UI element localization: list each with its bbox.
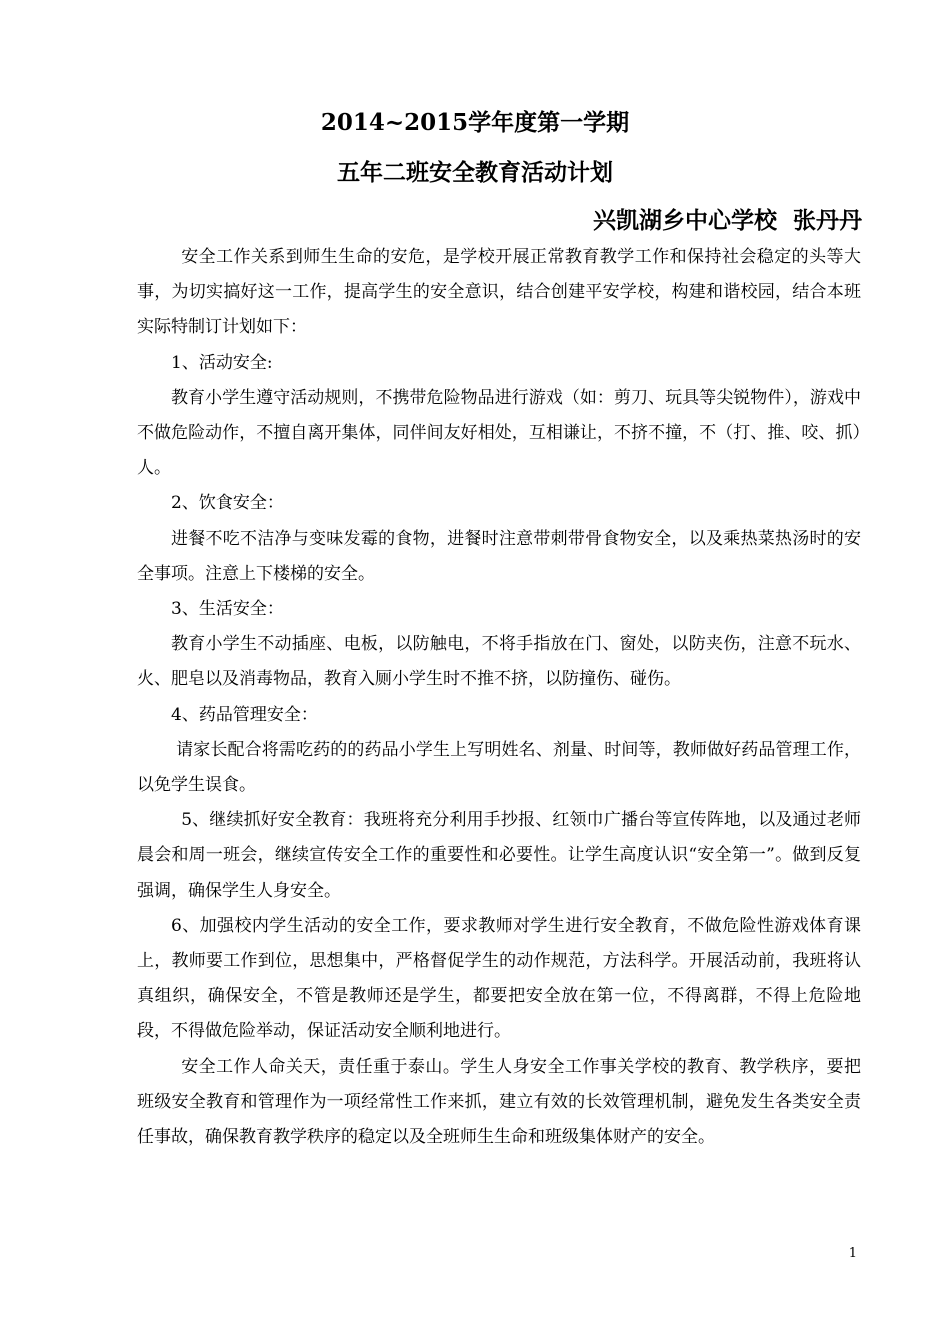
section-heading-activity-safety: 1、活动安全: <box>171 352 273 373</box>
intro-paragraph: 安全工作关系到师生生命的安危，是学校开展正常教育教学工作和保持社会稳定的头等大事，为切实搞好这一工作，提高学生的安全意识，结合创建平安学校，构建和谐校园，结合本班实际特制订计划如下： <box>137 247 861 338</box>
title-plan-name: 五年二班安全教育活动计划 <box>337 159 613 186</box>
paragraph-food-safety: 进餐不吃不洁净与变味发霉的食物，进餐时注意带刺带骨食物安全，以及乘热菜热汤时的安全事项。注意上下楼梯的安全。 <box>137 528 861 584</box>
paragraph-medicine-safety: 请家长配合将需吃药的的药品小学生上写明姓名、剂量、时间等，教师做好药品管理工作，以免学生误食。 <box>137 739 861 796</box>
paragraph-activity-safety: 教育小学生遵守活动规则，不携带危险物品进行游戏（如：剪刀、玩具等尖锐物件），游戏中不做危险动作，不擅自离开集体，同伴间友好相处，互相谦让，不挤不撞，不（打、推、咬、抓）人。 <box>137 387 861 479</box>
author-line: 兴凯湖乡中心学校 张丹丹 <box>592 207 862 234</box>
section-heading-life-safety: 3、生活安全： <box>171 599 284 620</box>
paragraph-safety-education: 5、继续抓好安全教育：我班将充分利用手抄报、红领巾广播台等宣传阵地，以及通过老师晨会和周一班会，继续宣传安全工作的重要性和必要性。让学生高度认识“安全第一”。做到反复强调，确保学生人身安全。 <box>137 810 861 901</box>
title-school-year: 2014~2015学年度第一学期 <box>320 109 630 136</box>
section-heading-food-safety: 2、饮食安全： <box>171 493 284 514</box>
paragraph-campus-activity: 6、加强校内学生活动的安全工作，要求教师对学生进行安全教育，不做危险性游戏体育课上，教师要工作到位，思想集中，严格督促学生的动作规范，方法科学。开展活动前，我班将认真组织，确保安全，不管是教师还是学生，都要把安全放在第一位，不得离群，不得上危险地段，不得做危险举动，保证活动安全顺利地进行。 <box>137 915 861 1042</box>
section-heading-medicine-safety: 4、药品管理安全： <box>171 704 318 725</box>
paragraph-life-safety: 教育小学生不动插座、电板，以防触电，不将手指放在门、窗处，以防夹伤，注意不玩水、火、肥皂以及消毒物品，教育入厕小学生时不推不挤，以防撞伤、碰伤。 <box>137 634 861 690</box>
closing-paragraph: 安全工作人命关天，责任重于泰山。学生人身安全工作事关学校的教育、教学秩序，要把班级安全教育和管理作为一项经常性工作来抓，建立有效的长效管理机制，避免发生各类安全责任事故，确保教育教学秩序的稳定以及全班师生生命和班级集体财产的安全。 <box>137 1056 861 1148</box>
document-body <box>137 240 861 1155</box>
page-number: 1 <box>848 1246 857 1261</box>
